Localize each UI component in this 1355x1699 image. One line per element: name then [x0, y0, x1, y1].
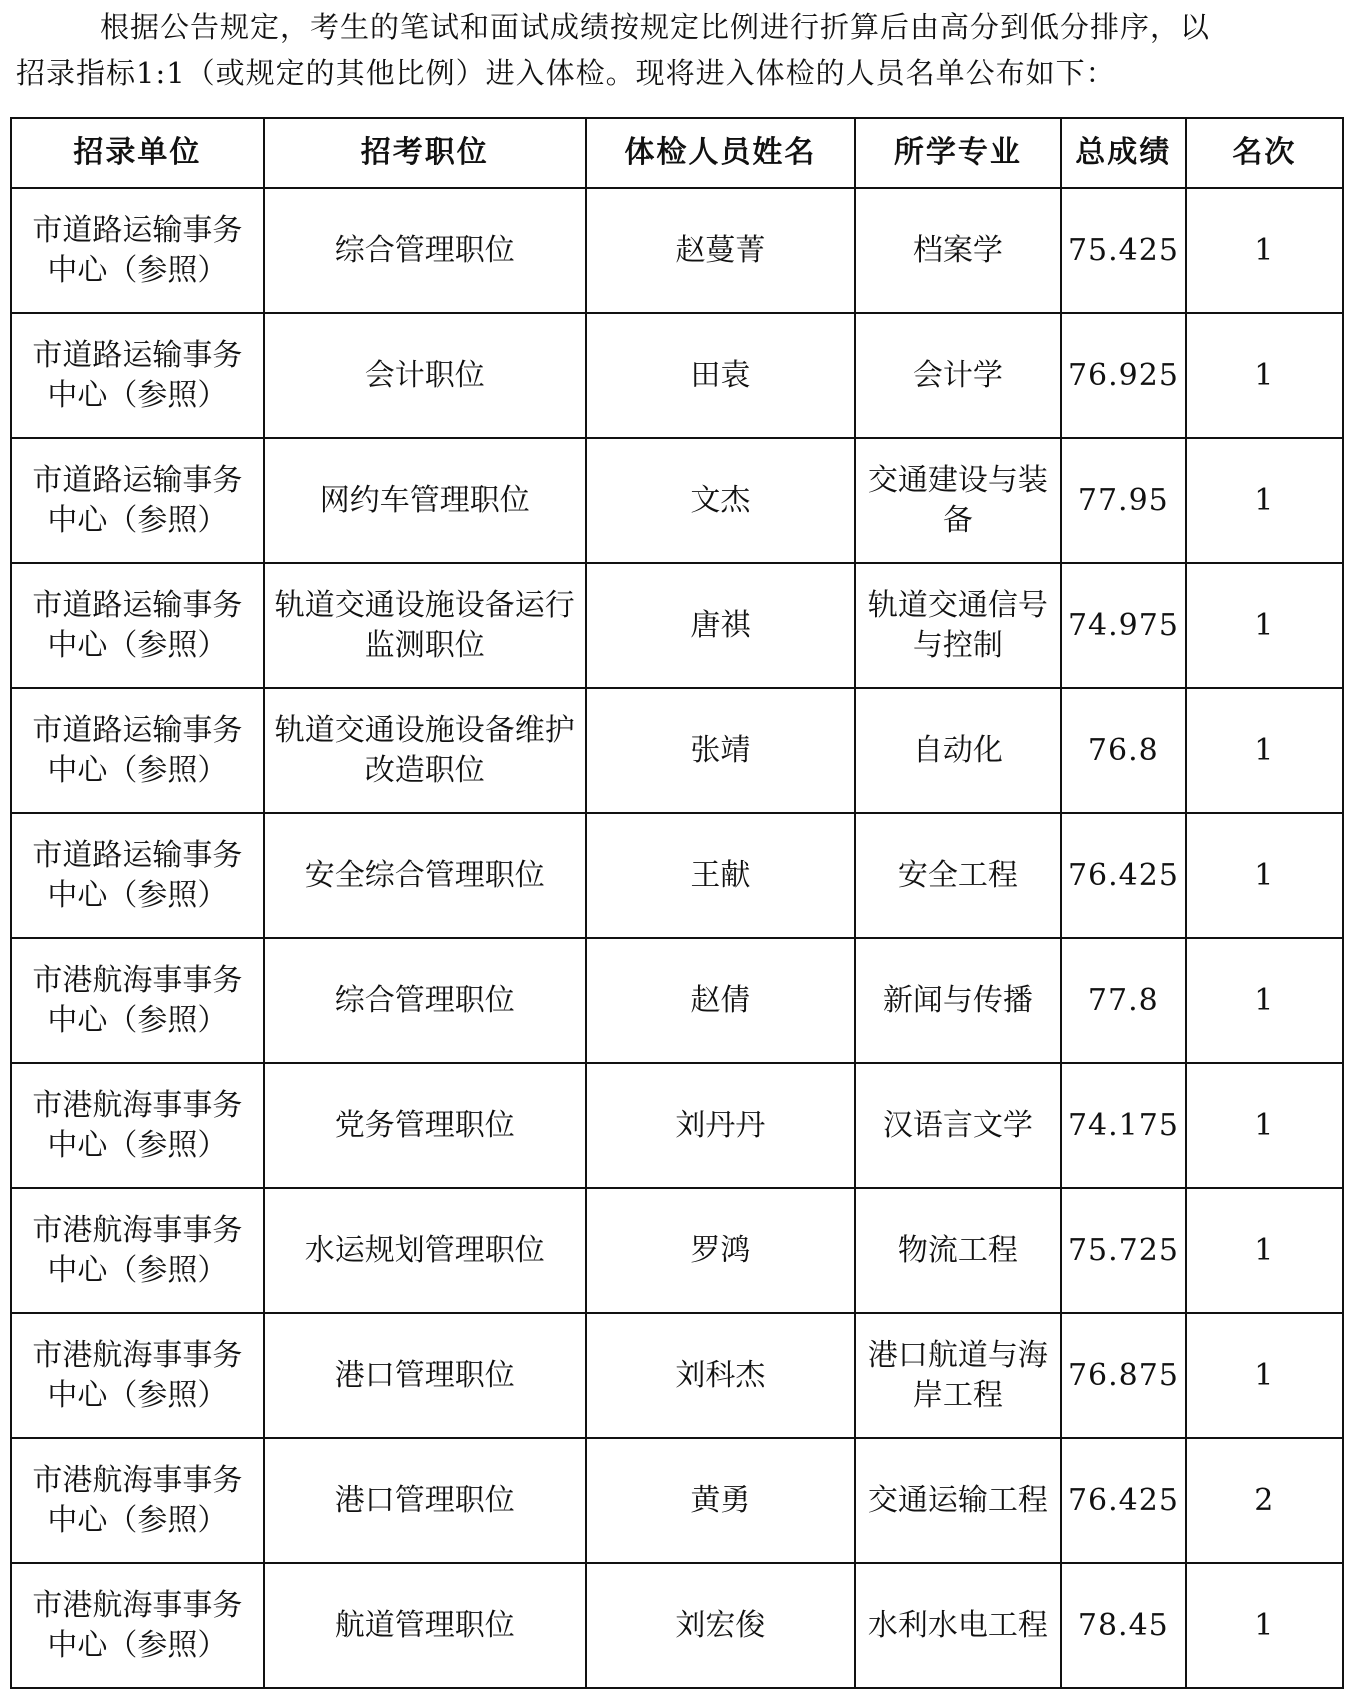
cell-unit: 市港航海事事务中心（参照）: [11, 1188, 264, 1313]
cell-score: 77.95: [1061, 438, 1186, 563]
table-row: [11, 313, 1343, 438]
cell-position: 港口管理职位: [264, 1438, 586, 1563]
cell-rank: 2: [1186, 1438, 1343, 1563]
table-row: [11, 563, 1343, 688]
table-row: [11, 1313, 1343, 1438]
cell-score: 76.425: [1061, 813, 1186, 938]
table-row: [11, 1063, 1343, 1188]
table-row: [11, 688, 1343, 813]
cell-rank: 1: [1186, 438, 1343, 563]
cell-name: 刘丹丹: [586, 1063, 855, 1188]
cell-unit: 市港航海事事务中心（参照）: [11, 1438, 264, 1563]
cell-name: 黄勇: [586, 1438, 855, 1563]
cell-major: 汉语言文学: [855, 1063, 1061, 1188]
cell-score: 75.725: [1061, 1188, 1186, 1313]
header-position: 招考职位: [264, 118, 586, 188]
cell-name: 刘科杰: [586, 1313, 855, 1438]
cell-score: 75.425: [1061, 188, 1186, 313]
cell-major: 物流工程: [855, 1188, 1061, 1313]
cell-rank: 1: [1186, 563, 1343, 688]
table-row: [11, 813, 1343, 938]
table-row: [11, 938, 1343, 1063]
cell-position: 综合管理职位: [264, 188, 586, 313]
header-major: 所学专业: [855, 118, 1061, 188]
table-row: [11, 188, 1343, 313]
cell-major: 自动化: [855, 688, 1061, 813]
cell-position: 水运规划管理职位: [264, 1188, 586, 1313]
table-header-row: [11, 118, 1343, 188]
cell-score: 76.8: [1061, 688, 1186, 813]
cell-rank: 1: [1186, 813, 1343, 938]
intro-line-2: 招录指标1:1（或规定的其他比例）进入体检。现将进入体检的人员名单公布如下：: [16, 56, 1116, 90]
cell-score: 76.425: [1061, 1438, 1186, 1563]
cell-unit: 市港航海事事务中心（参照）: [11, 938, 264, 1063]
cell-major: 交通运输工程: [855, 1438, 1061, 1563]
cell-rank: 1: [1186, 1188, 1343, 1313]
cell-rank: 1: [1186, 1563, 1343, 1688]
cell-position: 会计职位: [264, 313, 586, 438]
header-rank: 名次: [1186, 118, 1343, 188]
cell-rank: 1: [1186, 688, 1343, 813]
cell-score: 78.45: [1061, 1563, 1186, 1688]
cell-name: 文杰: [586, 438, 855, 563]
cell-name: 赵倩: [586, 938, 855, 1063]
cell-name: 王献: [586, 813, 855, 938]
cell-position: 轨道交通设施设备维护改造职位: [264, 688, 586, 813]
cell-score: 77.8: [1061, 938, 1186, 1063]
cell-position: 综合管理职位: [264, 938, 586, 1063]
cell-rank: 1: [1186, 1313, 1343, 1438]
cell-rank: 1: [1186, 1063, 1343, 1188]
cell-name: 赵蔓菁: [586, 188, 855, 313]
header-score: 总成绩: [1061, 118, 1186, 188]
cell-unit: 市港航海事事务中心（参照）: [11, 1063, 264, 1188]
cell-major: 港口航道与海岸工程: [855, 1313, 1061, 1438]
cell-major: 安全工程: [855, 813, 1061, 938]
cell-position: 轨道交通设施设备运行监测职位: [264, 563, 586, 688]
cell-rank: 1: [1186, 188, 1343, 313]
intro-paragraph: [16, 4, 1341, 96]
cell-position: 安全综合管理职位: [264, 813, 586, 938]
cell-position: 航道管理职位: [264, 1563, 586, 1688]
table-row: [11, 1188, 1343, 1313]
cell-unit: 市道路运输事务中心（参照）: [11, 563, 264, 688]
cell-major: 交通建设与装备: [855, 438, 1061, 563]
physical-exam-list-table: [10, 117, 1344, 1689]
cell-major: 会计学: [855, 313, 1061, 438]
cell-major: 新闻与传播: [855, 938, 1061, 1063]
cell-unit: 市道路运输事务中心（参照）: [11, 813, 264, 938]
header-name: 体检人员姓名: [586, 118, 855, 188]
cell-unit: 市港航海事事务中心（参照）: [11, 1313, 264, 1438]
table-row: [11, 438, 1343, 563]
intro-line-1: 根据公告规定，考生的笔试和面试成绩按规定比例进行折算后由高分到低分排序，以: [100, 10, 1211, 44]
cell-name: 唐祺: [586, 563, 855, 688]
cell-name: 罗鸿: [586, 1188, 855, 1313]
cell-major: 轨道交通信号与控制: [855, 563, 1061, 688]
cell-score: 74.975: [1061, 563, 1186, 688]
cell-unit: 市港航海事事务中心（参照）: [11, 1563, 264, 1688]
cell-name: 张靖: [586, 688, 855, 813]
cell-unit: 市道路运输事务中心（参照）: [11, 188, 264, 313]
cell-rank: 1: [1186, 313, 1343, 438]
cell-unit: 市道路运输事务中心（参照）: [11, 313, 264, 438]
cell-name: 刘宏俊: [586, 1563, 855, 1688]
cell-score: 74.175: [1061, 1063, 1186, 1188]
cell-position: 党务管理职位: [264, 1063, 586, 1188]
cell-position: 网约车管理职位: [264, 438, 586, 563]
cell-unit: 市道路运输事务中心（参照）: [11, 438, 264, 563]
cell-name: 田袁: [586, 313, 855, 438]
cell-major: 档案学: [855, 188, 1061, 313]
cell-position: 港口管理职位: [264, 1313, 586, 1438]
cell-score: 76.875: [1061, 1313, 1186, 1438]
cell-rank: 1: [1186, 938, 1343, 1063]
table-row: [11, 1563, 1343, 1688]
table-row: [11, 1438, 1343, 1563]
cell-score: 76.925: [1061, 313, 1186, 438]
header-unit: 招录单位: [11, 118, 264, 188]
cell-major: 水利水电工程: [855, 1563, 1061, 1688]
cell-unit: 市道路运输事务中心（参照）: [11, 688, 264, 813]
